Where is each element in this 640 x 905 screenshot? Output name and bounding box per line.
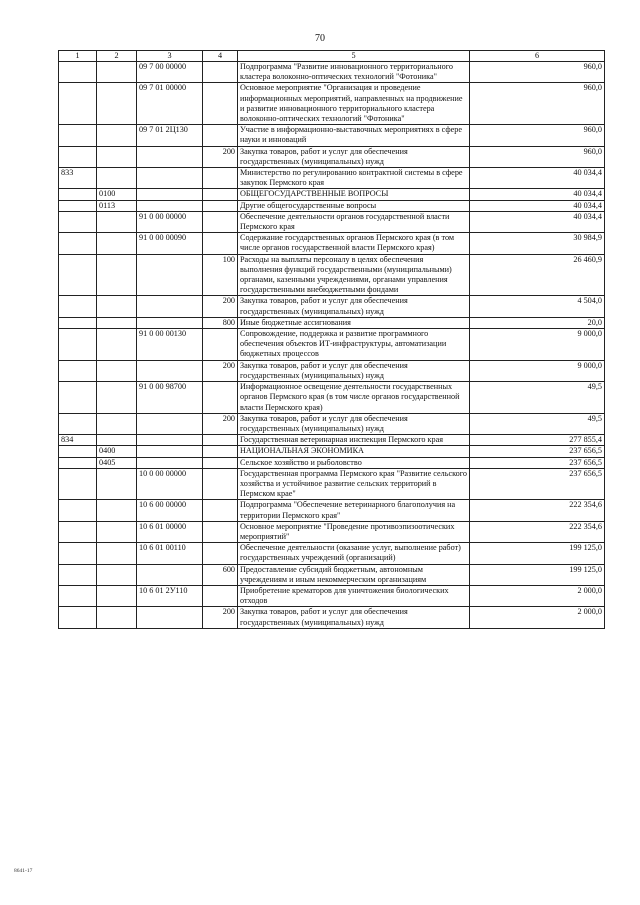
target-article-cell <box>137 254 203 296</box>
table-row <box>59 457 605 468</box>
ministry-code-cell <box>59 521 97 542</box>
amount-cell: 9 000,0 <box>470 360 605 381</box>
target-article-cell: 91 0 00 98700 <box>137 382 203 414</box>
table-row <box>59 189 605 200</box>
budget-table <box>58 50 605 629</box>
table-row <box>59 254 605 296</box>
target-article-cell: 10 6 01 00000 <box>137 521 203 542</box>
target-article-cell: 09 7 01 2Ц130 <box>137 125 203 146</box>
expense-type-cell <box>203 382 238 414</box>
expense-type-cell: 200 <box>203 296 238 317</box>
expense-type-cell <box>203 500 238 521</box>
ministry-code-cell <box>59 457 97 468</box>
description-cell: Сельское хозяйство и рыболовство <box>238 457 470 468</box>
description-cell: Иные бюджетные ассигнования <box>238 317 470 328</box>
description-cell: Расходы на выплаты персоналу в целях обеспечения выполнения функций государственными (муниципальными) органами, казенными учреждениями, органами управления государственными внебюджетными фондами <box>238 254 470 296</box>
amount-cell: 49,5 <box>470 413 605 434</box>
description-cell: Обеспечение деятельности органов государственной власти Пермского края <box>238 211 470 232</box>
section-code-cell <box>97 62 137 83</box>
target-article-cell <box>137 457 203 468</box>
description-cell: Информационное освещение деятельности государственных органов Пермского края (в том числе органов государственной власти Пермского края) <box>238 382 470 414</box>
table-row <box>59 468 605 500</box>
expense-type-cell <box>203 189 238 200</box>
section-code-cell <box>97 317 137 328</box>
amount-cell: 40 034,4 <box>470 211 605 232</box>
description-cell: Закупка товаров, работ и услуг для обеспечения государственных (муниципальных) нужд <box>238 296 470 317</box>
expense-type-cell <box>203 62 238 83</box>
expense-type-cell <box>203 585 238 606</box>
description-cell: Министерство по регулированию контрактной системы в сфере закупок Пермского края <box>238 168 470 189</box>
ministry-code-cell <box>59 446 97 457</box>
ministry-code-cell <box>59 83 97 125</box>
description-cell: Содержание государственных органов Пермского края (в том числе органов государственной власти Пермского края) <box>238 233 470 254</box>
amount-cell: 2 000,0 <box>470 607 605 628</box>
ministry-code-cell <box>59 254 97 296</box>
description-cell: Приобретение крематоров для уничтожения биологических отходов <box>238 585 470 606</box>
amount-cell: 222 354,6 <box>470 500 605 521</box>
expense-type-cell: 200 <box>203 607 238 628</box>
table-row <box>59 521 605 542</box>
target-article-cell: 91 0 00 00130 <box>137 329 203 361</box>
section-code-cell: 0100 <box>97 189 137 200</box>
section-code-cell <box>97 413 137 434</box>
ministry-code-cell <box>59 329 97 361</box>
description-cell: НАЦИОНАЛЬНАЯ ЭКОНОМИКА <box>238 446 470 457</box>
section-code-cell: 0113 <box>97 200 137 211</box>
table-row <box>59 62 605 83</box>
column-header-4: 4 <box>203 51 238 62</box>
amount-cell: 40 034,4 <box>470 168 605 189</box>
expense-type-cell <box>203 211 238 232</box>
ministry-code-cell <box>59 585 97 606</box>
ministry-code-cell <box>59 200 97 211</box>
section-code-cell <box>97 254 137 296</box>
description-cell: Закупка товаров, работ и услуг для обеспечения государственных (муниципальных) нужд <box>238 146 470 167</box>
target-article-cell <box>137 189 203 200</box>
expense-type-cell <box>203 329 238 361</box>
ministry-code-cell <box>59 296 97 317</box>
amount-cell: 49,5 <box>470 382 605 414</box>
section-code-cell <box>97 125 137 146</box>
section-code-cell <box>97 543 137 564</box>
expense-type-cell <box>203 521 238 542</box>
amount-cell: 277 855,4 <box>470 435 605 446</box>
table-row <box>59 125 605 146</box>
table-row <box>59 585 605 606</box>
page-number: 70 <box>315 33 325 44</box>
amount-cell: 960,0 <box>470 83 605 125</box>
table-row <box>59 500 605 521</box>
ministry-code-cell <box>59 62 97 83</box>
amount-cell: 960,0 <box>470 62 605 83</box>
target-article-cell: 91 0 00 00090 <box>137 233 203 254</box>
section-code-cell <box>97 146 137 167</box>
section-code-cell <box>97 468 137 500</box>
section-code-cell <box>97 500 137 521</box>
target-article-cell <box>137 413 203 434</box>
description-cell: Государственная ветеринарная инспекция Пермского края <box>238 435 470 446</box>
description-cell: Подпрограмма "Развитие инновационного территориального кластера волоконно-оптических технологий "Фотоника" <box>238 62 470 83</box>
ministry-code-cell <box>59 360 97 381</box>
amount-cell: 9 000,0 <box>470 329 605 361</box>
expense-type-cell <box>203 468 238 500</box>
table-row <box>59 543 605 564</box>
table-row <box>59 233 605 254</box>
amount-cell: 26 460,9 <box>470 254 605 296</box>
ministry-code-cell <box>59 317 97 328</box>
ministry-code-cell <box>59 125 97 146</box>
table-row <box>59 200 605 211</box>
amount-cell: 237 656,5 <box>470 446 605 457</box>
description-cell: Участие в информационно-выставочных мероприятиях в сфере науки и инноваций <box>238 125 470 146</box>
target-article-cell <box>137 317 203 328</box>
ministry-code-cell <box>59 146 97 167</box>
table-row <box>59 446 605 457</box>
section-code-cell: 0400 <box>97 446 137 457</box>
ministry-code-cell <box>59 564 97 585</box>
target-article-cell: 10 0 00 00000 <box>137 468 203 500</box>
expense-type-cell: 200 <box>203 360 238 381</box>
amount-cell: 199 125,0 <box>470 543 605 564</box>
column-header-6: 6 <box>470 51 605 62</box>
section-code-cell <box>97 607 137 628</box>
expense-type-cell <box>203 125 238 146</box>
expense-type-cell <box>203 457 238 468</box>
table-row <box>59 360 605 381</box>
ministry-code-cell <box>59 500 97 521</box>
description-cell: Основное мероприятие "Организация и проведение информационных мероприятий, направленных на продвижение и развитие инновационного территориального кластера волоконно-оптических технологий "Фотоника" <box>238 83 470 125</box>
expense-type-cell <box>203 168 238 189</box>
section-code-cell: 0405 <box>97 457 137 468</box>
table-row <box>59 146 605 167</box>
table-row <box>59 435 605 446</box>
table-row <box>59 168 605 189</box>
section-code-cell <box>97 233 137 254</box>
section-code-cell <box>97 360 137 381</box>
section-code-cell <box>97 211 137 232</box>
section-code-cell <box>97 435 137 446</box>
expense-type-cell <box>203 446 238 457</box>
description-cell: Закупка товаров, работ и услуг для обеспечения государственных (муниципальных) нужд <box>238 360 470 381</box>
ministry-code-cell <box>59 468 97 500</box>
table-row <box>59 382 605 414</box>
section-code-cell <box>97 168 137 189</box>
expense-type-cell <box>203 435 238 446</box>
target-article-cell <box>137 564 203 585</box>
target-article-cell <box>137 607 203 628</box>
table-body <box>59 62 605 629</box>
ministry-code-cell: 833 <box>59 168 97 189</box>
table-row <box>59 83 605 125</box>
amount-cell: 30 984,9 <box>470 233 605 254</box>
table-header-row <box>59 51 605 62</box>
amount-cell: 960,0 <box>470 146 605 167</box>
section-code-cell <box>97 382 137 414</box>
column-header-1: 1 <box>59 51 97 62</box>
column-header-3: 3 <box>137 51 203 62</box>
ministry-code-cell <box>59 382 97 414</box>
description-cell: Закупка товаров, работ и услуг для обеспечения государственных (муниципальных) нужд <box>238 413 470 434</box>
target-article-cell: 09 7 00 00000 <box>137 62 203 83</box>
description-cell: Обеспечение деятельности (оказание услуг, выполнение работ) государственных учреждений (организаций) <box>238 543 470 564</box>
expense-type-cell: 100 <box>203 254 238 296</box>
amount-cell: 20,0 <box>470 317 605 328</box>
target-article-cell <box>137 168 203 189</box>
target-article-cell: 10 6 00 00000 <box>137 500 203 521</box>
ministry-code-cell <box>59 233 97 254</box>
table-row <box>59 317 605 328</box>
description-cell: Подпрограмма "Обеспечение ветеринарного благополучия на территории Пермского края" <box>238 500 470 521</box>
description-cell: Другие общегосударственные вопросы <box>238 200 470 211</box>
amount-cell: 237 656,5 <box>470 468 605 500</box>
description-cell: Государственная программа Пермского края "Развитие сельского хозяйства и устойчивое развитие сельских территорий в Пермском крае" <box>238 468 470 500</box>
description-cell: Основное мероприятие "Проведение противоэпизоотических мероприятий" <box>238 521 470 542</box>
section-code-cell <box>97 521 137 542</box>
ministry-code-cell <box>59 543 97 564</box>
section-code-cell <box>97 296 137 317</box>
expense-type-cell <box>203 543 238 564</box>
amount-cell: 2 000,0 <box>470 585 605 606</box>
ministry-code-cell <box>59 413 97 434</box>
description-cell: Закупка товаров, работ и услуг для обеспечения государственных (муниципальных) нужд <box>238 607 470 628</box>
section-code-cell <box>97 83 137 125</box>
amount-cell: 4 504,0 <box>470 296 605 317</box>
expense-type-cell: 600 <box>203 564 238 585</box>
expense-type-cell <box>203 83 238 125</box>
column-header-2: 2 <box>97 51 137 62</box>
ministry-code-cell <box>59 189 97 200</box>
target-article-cell <box>137 200 203 211</box>
expense-type-cell <box>203 233 238 254</box>
target-article-cell: 10 6 01 2У110 <box>137 585 203 606</box>
target-article-cell: 09 7 01 00000 <box>137 83 203 125</box>
description-cell: ОБЩЕГОСУДАРСТВЕННЫЕ ВОПРОСЫ <box>238 189 470 200</box>
ministry-code-cell <box>59 607 97 628</box>
section-code-cell <box>97 329 137 361</box>
table-row <box>59 329 605 361</box>
table-row <box>59 564 605 585</box>
amount-cell: 960,0 <box>470 125 605 146</box>
target-article-cell <box>137 360 203 381</box>
target-article-cell <box>137 435 203 446</box>
table-row <box>59 211 605 232</box>
column-header-5: 5 <box>238 51 470 62</box>
description-cell: Предоставление субсидий бюджетным, автономным учреждениям и иным некоммерческим организациям <box>238 564 470 585</box>
expense-type-cell <box>203 200 238 211</box>
target-article-cell <box>137 146 203 167</box>
footer-code: 8641-17 <box>14 868 33 874</box>
table-row <box>59 413 605 434</box>
amount-cell: 237 656,5 <box>470 457 605 468</box>
target-article-cell: 10 6 01 00110 <box>137 543 203 564</box>
table-row <box>59 607 605 628</box>
amount-cell: 222 354,6 <box>470 521 605 542</box>
amount-cell: 40 034,4 <box>470 189 605 200</box>
target-article-cell: 91 0 00 00000 <box>137 211 203 232</box>
expense-type-cell: 200 <box>203 413 238 434</box>
description-cell: Сопровождение, поддержка и развитие программного обеспечения объектов ИТ-инфраструктуры, автоматизации бюджетных процессов <box>238 329 470 361</box>
ministry-code-cell <box>59 211 97 232</box>
expense-type-cell: 200 <box>203 146 238 167</box>
target-article-cell <box>137 296 203 317</box>
section-code-cell <box>97 585 137 606</box>
ministry-code-cell: 834 <box>59 435 97 446</box>
expense-type-cell: 800 <box>203 317 238 328</box>
target-article-cell <box>137 446 203 457</box>
section-code-cell <box>97 564 137 585</box>
amount-cell: 40 034,4 <box>470 200 605 211</box>
amount-cell: 199 125,0 <box>470 564 605 585</box>
table-row <box>59 296 605 317</box>
